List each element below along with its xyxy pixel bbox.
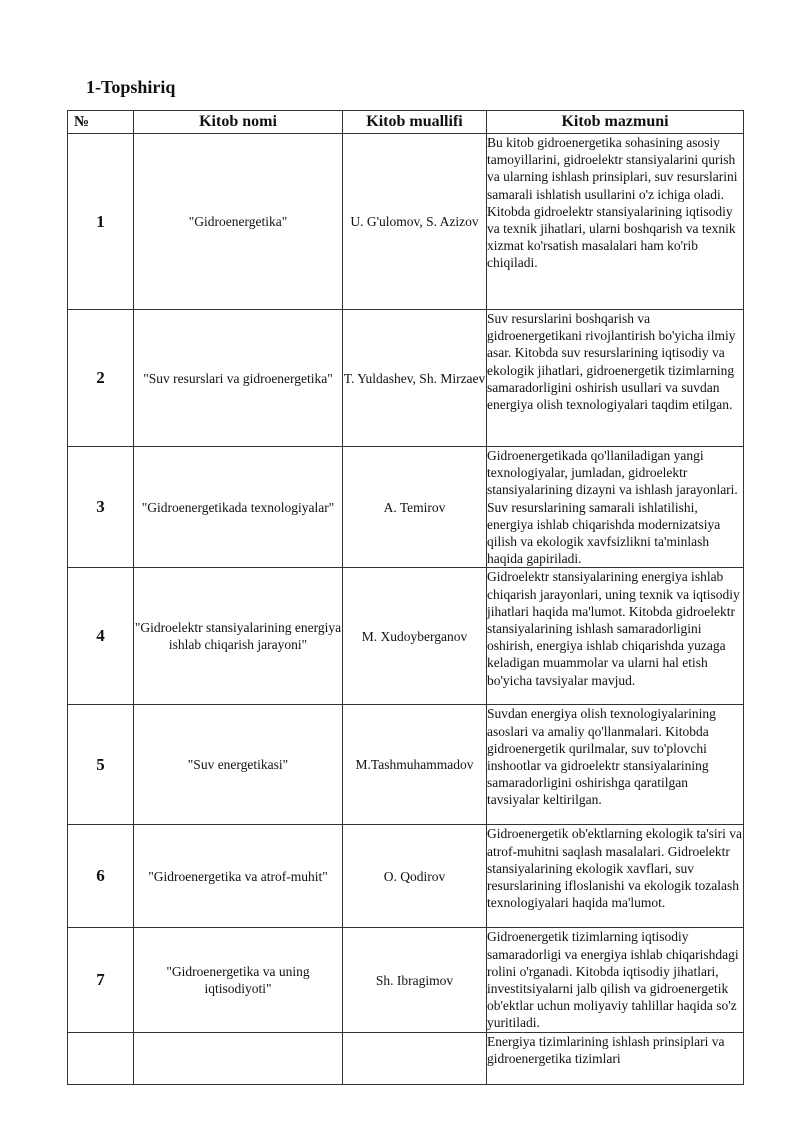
table-row bbox=[68, 705, 744, 825]
column-header-number: № bbox=[68, 111, 134, 134]
row-number: 7 bbox=[68, 928, 134, 1032]
book-title: "Gidroenergetikada texnologiyalar" bbox=[134, 447, 343, 568]
book-author bbox=[343, 1032, 487, 1084]
book-title: "Gidroenergetika va atrof-muhit" bbox=[134, 825, 343, 928]
book-title: "Gidroenergetika" bbox=[134, 134, 343, 310]
table-row bbox=[68, 310, 744, 447]
column-header-content: Kitob mazmuni bbox=[487, 111, 744, 134]
book-summary: Gidroelektr stansiyalarining energiya ishlab chiqarish jarayonlari, uning texnik va iqtisodiy jihatlari haqida ma'lumot. Kitobda gidroelektr stansiyalarining ishlash samaradorligini oshirish, energiya ishlab chiqarishda yuzaga keladigan muammolar va ularni hal etish bo'yicha tavsiyalar mavjud. bbox=[487, 568, 744, 705]
column-header-author: Kitob muallifi bbox=[343, 111, 487, 134]
table-row bbox=[68, 825, 744, 928]
column-header-title: Kitob nomi bbox=[134, 111, 343, 134]
table-header-row bbox=[68, 111, 744, 134]
book-summary: Suv resurslarini boshqarish va gidroenergetikani rivojlantirish bo'yicha ilmiy asar. Kitobda suv resurslarining iqtisodiy va ekologik jihatlari, gidroenergetik tizimlarning samaradorligini oshirish usullari va suvdan energiya olish texnologiyalari taqdim etilgan. bbox=[487, 310, 744, 447]
table-row bbox=[68, 447, 744, 568]
book-author: A. Temirov bbox=[343, 447, 487, 568]
book-title bbox=[134, 1032, 343, 1084]
book-summary: Gidroenergetik ob'ektlarning ekologik ta'siri va atrof-muhitni saqlash masalalari. Gidroelektr stansiyalarining ekologik xavflari, suv resurslarining ifloslanishi va ekologik tozalash texnologiyalari haqida ma'lumot. bbox=[487, 825, 744, 928]
table-row bbox=[68, 134, 744, 310]
book-author: U. G'ulomov, S. Azizov bbox=[343, 134, 487, 310]
row-number bbox=[68, 1032, 134, 1084]
book-author: M.Tashmuhammadov bbox=[343, 705, 487, 825]
row-number: 3 bbox=[68, 447, 134, 568]
book-title: "Suv energetikasi" bbox=[134, 705, 343, 825]
table-row bbox=[68, 1032, 744, 1084]
book-author: Sh. Ibragimov bbox=[343, 928, 487, 1032]
table-row bbox=[68, 568, 744, 705]
book-author: O. Qodirov bbox=[343, 825, 487, 928]
book-title: "Suv resurslari va gidroenergetika" bbox=[134, 310, 343, 447]
row-number: 4 bbox=[68, 568, 134, 705]
book-summary: Suvdan energiya olish texnologiyalarining asoslari va amaliy qo'llanmalari. Kitobda gidroenergetik qurilmalar, suv to'plovchi inshootlar va gidroelektr stansiyalarining samaradorligini oshirishga qaratilgan tavsiyalar keltirilgan. bbox=[487, 705, 744, 825]
book-summary: Gidroenergetikada qo'llaniladigan yangi texnologiyalar, jumladan, gidroelektr stansiyalarining dizayni va ishlash jarayonlari. Suv resurslarining samarali ishlatilishi, energiya ishlab chiqarishda modernizatsiya qilish va ekologik xavfsizlikni ta'minlash haqida gapiriladi. bbox=[487, 447, 744, 568]
table-row bbox=[68, 928, 744, 1032]
books-table bbox=[67, 110, 744, 1085]
book-author: M. Xudoyberganov bbox=[343, 568, 487, 705]
book-summary: Energiya tizimlarining ishlash prinsiplari va gidroenergetika tizimlari bbox=[487, 1032, 744, 1084]
row-number: 6 bbox=[68, 825, 134, 928]
row-number: 1 bbox=[68, 134, 134, 310]
book-summary: Bu kitob gidroenergetika sohasining asosiy tamoyillarini, gidroelektr stansiyalarini qurish va ularning ishlash prinsiplari, suv resurslarini samarali ishlatish usullarini o'z ichiga oladi. Kitobda gidroelektr stansiyalarining iqtisodiy va texnik jihatlari, ularni boshqarish va texnik xizmat ko'rsatish masalalari ham ko'rib chiqiladi. bbox=[487, 134, 744, 310]
row-number: 2 bbox=[68, 310, 134, 447]
row-number: 5 bbox=[68, 705, 134, 825]
page-title: 1-Topshiriq bbox=[86, 77, 176, 97]
book-title: "Gidroenergetika va uning iqtisodiyoti" bbox=[134, 928, 343, 1032]
book-title: "Gidroelektr stansiyalarining energiya ishlab chiqarish jarayoni" bbox=[134, 568, 343, 705]
book-summary: Gidroenergetik tizimlarning iqtisodiy samaradorligi va energiya ishlab chiqarishdagi rolini o'rganadi. Kitobda iqtisodiy jihatlari, investitsiyalarni jalb qilish va gidroenergetik ob'ektlar uchun moliyaviy tahlillar haqida so'z yuritiladi. bbox=[487, 928, 744, 1032]
book-author: T. Yuldashev, Sh. Mirzaev bbox=[343, 310, 487, 447]
